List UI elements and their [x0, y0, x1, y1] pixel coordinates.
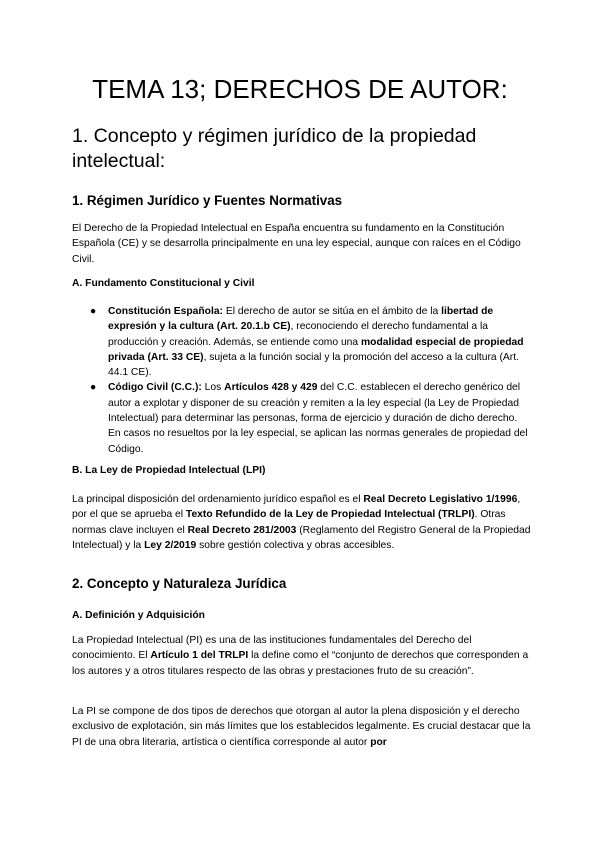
- fundamento-bullet-list: [90, 304, 530, 457]
- regimen-intro-paragraph: El Derecho de la Propiedad Intelectual en España encuentra su fundamento en la Constitución Española (CE) y se desarrolla principalmente en una ley especial, aunque con raíces en el Código Civil.: [72, 223, 521, 265]
- bullet-constitucion: ● Constitución Española: El derecho de autor se sitúa en el ámbito de la libertad de expresión y la cultura (Art. 20.1.b CE), reconociendo el derecho fundamental a la producción y creación. Además, se entiende como una modalidad especial de propiedad privada (Art. 33 CE), sujeta a la función social y la promoción del acceso a la cultura (Art. 44.1 CE).: [90, 306, 524, 379]
- bullet-dot-icon: ●: [90, 382, 97, 394]
- bullet-codigo-civil: ● Código Civil (C.C.): Los Artículos 428 y 429 del C.C. establecen el derecho genérico del autor a explotar y disponer de su creación y remiten a la ley especial (la Ley de Propiedad Intelectual) para determinar las personas, forma de ejercicio y duración de dicho derecho. En casos no resueltos por la ley especial, se aplican las normas generales de propiedad del Código.: [90, 382, 528, 455]
- derechos-paragraph: La PI se compone de dos tipos de derechos que otorgan al autor la plena disposición y el derecho exclusivo de explotación, sin más límites que los establecidos legalmente. Es crucial destacar que la PI de una obra literaria, artística o científica corresponde al autor por: [72, 706, 531, 748]
- lpi-paragraph: La principal disposición del ordenamiento jurídico español es el Real Decreto Legislativo 1/1996, por el que se aprueba el Texto Refundido de la Ley de Propiedad Intelectual (TRLPI). Otras normas clave incluyen el Real Decreto 281/2003 (Reglamento del Registro General de la Propiedad Intelectual) y la Ley 2/2019 sobre gestión colectiva y obras accesibles.: [72, 494, 531, 551]
- subsection-concepto-heading: 2. Concepto y Naturaleza Jurídica: [72, 576, 287, 591]
- bullet-dot-icon: ●: [90, 306, 97, 317]
- lpi-heading: B. La Ley de Propiedad Intelectual (LPI): [72, 465, 266, 476]
- fundamento-heading: A. Fundamento Constitucional y Civil: [72, 278, 255, 289]
- document-title: TEMA 13; DERECHOS DE AUTOR:: [92, 74, 508, 104]
- definicion-heading: A. Definición y Adquisición: [72, 610, 205, 621]
- section-1-heading: 1. Concepto y régimen jurídico de la propiedad intelectual:: [72, 125, 477, 172]
- subsection-regimen-heading: 1. Régimen Jurídico y Fuentes Normativas: [72, 193, 343, 208]
- definicion-paragraph: La Propiedad Intelectual (PI) es una de las instituciones fundamentales del Derecho del conocimiento. El Artículo 1 del TRLPI la define como el “conjunto de derechos que corresponden a los autores y a otros titulares respecto de las obras y prestaciones fruto de su creación”.: [72, 635, 529, 677]
